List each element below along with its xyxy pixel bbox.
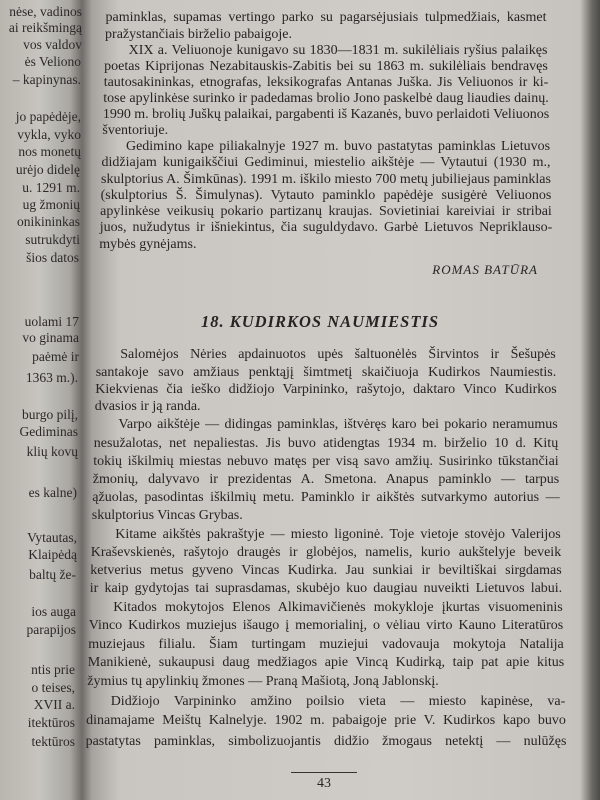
text-line	[118, 417, 557, 433]
left-page-line: tektūros	[31, 734, 75, 749]
text-line	[86, 734, 567, 750]
author-signature: ROMAS BATŪRA	[432, 262, 538, 277]
text-line	[126, 139, 550, 155]
text-line	[113, 600, 562, 616]
left-page-line: šios datos	[26, 250, 79, 265]
left-page-line: u. 1291 m.	[22, 180, 80, 195]
text-line-content: ir kaip gydytojas tai suprasdamas, skubėjo kuo daugiau nuveikti Lietuvos labui.	[89, 581, 563, 596]
left-page-line: ės Veliono	[24, 54, 81, 69]
left-page-line: klių kovų	[26, 444, 78, 459]
left-page-line: – kapinynas.	[12, 72, 81, 87]
text-line-content: Vinco Kudirkos muziejus išaugo į memorialinį, o vėliau virto Kauno Literatūros	[88, 618, 564, 633]
left-page-line: 1363 m.).	[25, 370, 78, 385]
left-page-line: paėmė ir	[32, 349, 79, 364]
text-line-content: Varpo aikštėje — didingas paminklas, ištvėręs karo bei pokario neramumus	[118, 417, 558, 432]
text-line-content: apylinkėse veikusių pokario partizanų kraujas. Sovietiniai kareiviai ir stribai	[100, 204, 552, 219]
text-line-content: Didžiojo Varpininko amžino poilsio vieta — miesto kapinėse, va-	[110, 694, 566, 709]
text-line-content: paminklas, supamas vertingo parko su pagarsėjusiais tulpmedžiais, kasmet	[105, 10, 547, 25]
text-line-content: muziejaus filialu. Šiam turtingam muziejui vadovauja mokytoja Natalija	[88, 637, 564, 652]
text-line	[87, 674, 565, 690]
text-line-content: tokių iškilmių miestas nebuvo matęs per visą savo amžių. Susirinko tūkstančiai	[93, 454, 559, 469]
left-page-line: burgo pilį,	[21, 407, 78, 422]
text-line	[103, 107, 549, 123]
left-page-line: itektūros	[27, 715, 75, 730]
text-line	[106, 10, 547, 26]
text-line-content: mybės gynėjams.	[99, 237, 197, 252]
left-page-line: vo ginama	[22, 330, 79, 345]
page-number: 43	[317, 776, 331, 791]
text-line-content: nesužalotas, net nepaliestas. Jis buvo atidengtas 1934 m. birželio 10 d. Kitų	[93, 436, 559, 451]
text-line	[93, 472, 559, 488]
left-page-line: uolami 17	[24, 314, 79, 329]
left-page-line: vos valdov	[23, 37, 82, 52]
text-line-content: pražystančiais birželio pabaigoje.	[105, 27, 293, 42]
text-line	[102, 123, 549, 139]
left-page-line: nos monetų	[18, 144, 81, 159]
text-line-content: santakoje savo amžiaus penktąjį šimtmetį skaičiuoja Kudirkos Naumiestis.	[95, 365, 557, 380]
text-line	[111, 694, 566, 710]
left-page-line: jo papėdėje,	[15, 109, 81, 124]
text-line-content: poetas Kiprijonas Nezabitauskis-Zabitis bei su 1863 m. sukilėliais bendravęs	[104, 59, 548, 74]
text-line	[105, 27, 547, 43]
text-line-content: Kiekvienas čia ieško didžiojo Varpininko, rašytojo, daktaro Vinco Kudirkos	[95, 382, 557, 397]
left-page-line: o teises,	[31, 680, 75, 695]
text-line	[89, 618, 563, 634]
text-line-content: tautosakininkas, etnografas, leksikografas Antanas Juška. Jis Veliuonos ir ki-	[103, 75, 549, 90]
text-line-content: pastatytas paminklas, simbolizuojantis didžio žmogaus netektį — nulūžęs	[85, 734, 567, 749]
text-line-content: dinamajame Meištų Kalnelyje. 1902 m. pabaigoje prie V. Kudirkos kapo buvo	[86, 713, 566, 728]
left-page-line: parapijos	[26, 622, 76, 637]
text-line	[96, 365, 557, 381]
text-line	[92, 490, 559, 506]
text-line	[100, 220, 553, 236]
left-page-line: nėse, vadinos	[9, 4, 82, 19]
text-line-content: Kraševskienės, rašytojo draugės ir globėjos, namelis, kurio aukštelyje beveik	[90, 545, 562, 560]
text-line	[115, 527, 560, 543]
left-page-line: XVII a.	[33, 697, 75, 712]
text-line-content: Gedimino kape piliakalnyje 1927 m. buvo pastatytas paminklas Lietuvos	[125, 139, 551, 154]
text-line-content: žmonių, dalyvavo ir prezidentas A. Smetona. Anapus paminklo — tarpus	[92, 472, 560, 487]
left-page-line: baltų že-	[29, 567, 76, 582]
text-line-content: šventoriuje.	[102, 123, 169, 138]
left-page-line: Gediminas	[19, 424, 78, 439]
left-page-line: ntis prie	[31, 662, 75, 677]
text-line-content: Kitados mokytojos Elenos Alkimavičienės mokykloje įkurtas visuomeninis	[113, 600, 563, 615]
text-line-content: ketverius metus gyveno Vincas Kudirka. Jau sunkiai ir beviltiškai sirgdamas	[90, 563, 562, 578]
text-line	[95, 382, 556, 398]
left-page-line: sutrukdyti	[25, 232, 80, 247]
section-heading: 18. KUDIRKOS NAUMIESTIS	[200, 312, 440, 331]
text-line-content: juos, nužudytus ir išniekintus, čia suguldydavo. Garbė Lietuvos Nepriklauso-	[99, 220, 553, 235]
text-line	[88, 637, 563, 653]
text-line	[129, 43, 548, 59]
left-page-line: ai reikšmingą	[8, 20, 82, 35]
text-line-content: tose apylinkėse surinko ir padedamas brolio Jono paskelbė daug liaudies dainų.	[103, 91, 549, 106]
text-line	[104, 59, 548, 75]
text-line-content: skulptorius A. Šimkūnas). 1991 m. iškilo miesto 700 metų jubiliejaus paminklas	[101, 172, 551, 187]
text-line	[92, 508, 560, 524]
text-line-content: Manikienė, sukaupusi daug medžiagos apie Vincą Kudirką, taip pat apie kitus	[87, 655, 565, 670]
page-number-rule	[291, 772, 357, 773]
text-line-content: Kitame aikštės pakraštyje — miesto ligoninė. Toje vietoje stovėjo Valerijos	[115, 527, 561, 542]
text-line	[104, 75, 549, 91]
left-page-line: Vytautas,	[27, 530, 77, 545]
text-line	[90, 563, 561, 579]
text-line-content: dvasios ir ją randa.	[94, 399, 201, 414]
text-line-content: 1990 m. brolių Juškų palaikai, pargabenti iš Kazanės, buvo perlaidoti Veliuonos	[102, 107, 550, 122]
text-line	[94, 436, 558, 452]
left-page-line: ios auga	[31, 604, 76, 619]
text-line	[95, 399, 557, 415]
text-line	[88, 655, 564, 671]
text-line	[86, 713, 566, 729]
text-line	[91, 545, 561, 561]
text-line	[90, 581, 562, 597]
text-line	[101, 188, 552, 204]
text-line-content: XIX a. Veliuonoje kunigavo su 1830—1831 m. sukilėliais ryšius palaikęs	[128, 43, 548, 58]
left-page-line: vykla, vyko	[17, 127, 81, 142]
text-line-content: Salomėjos Nėries apdainuotos upės šaltuonėlės Širvintos ir Šešupės	[120, 347, 556, 362]
left-page-line: Klaipėdą	[28, 547, 77, 562]
text-line-content: (skulptorius Š. Šimulynas). Vytauto paminklo papėdėje susigėrė Veliuonos	[100, 188, 552, 203]
text-line	[120, 347, 556, 363]
text-line	[100, 204, 552, 220]
left-page-line: onikininkas	[17, 214, 80, 229]
text-line-content: žymius tų apylinkių žmones — Praną Mašiotą, Joną Jablonskį.	[87, 674, 439, 689]
text-line-content: skulptorius Vincas Grybas.	[91, 508, 243, 523]
text-line	[99, 237, 552, 253]
text-line	[103, 91, 548, 107]
text-line	[93, 454, 558, 470]
text-line-content: didžiajam kunigaikščiui Gediminui, miestelio aikštėje — Vytautui (1930 m.,	[101, 155, 551, 170]
text-line	[101, 172, 551, 188]
left-page-line: ug žmonių	[22, 197, 80, 212]
text-line	[102, 155, 551, 171]
left-page-line: es kalne)	[28, 485, 77, 500]
left-page-line: urėjo didelę	[15, 162, 80, 177]
text-line-content: ąžuolas, pasodintas iškilmių metu. Paminklo ir aikštės sutvarkymo autorius —	[92, 490, 560, 505]
